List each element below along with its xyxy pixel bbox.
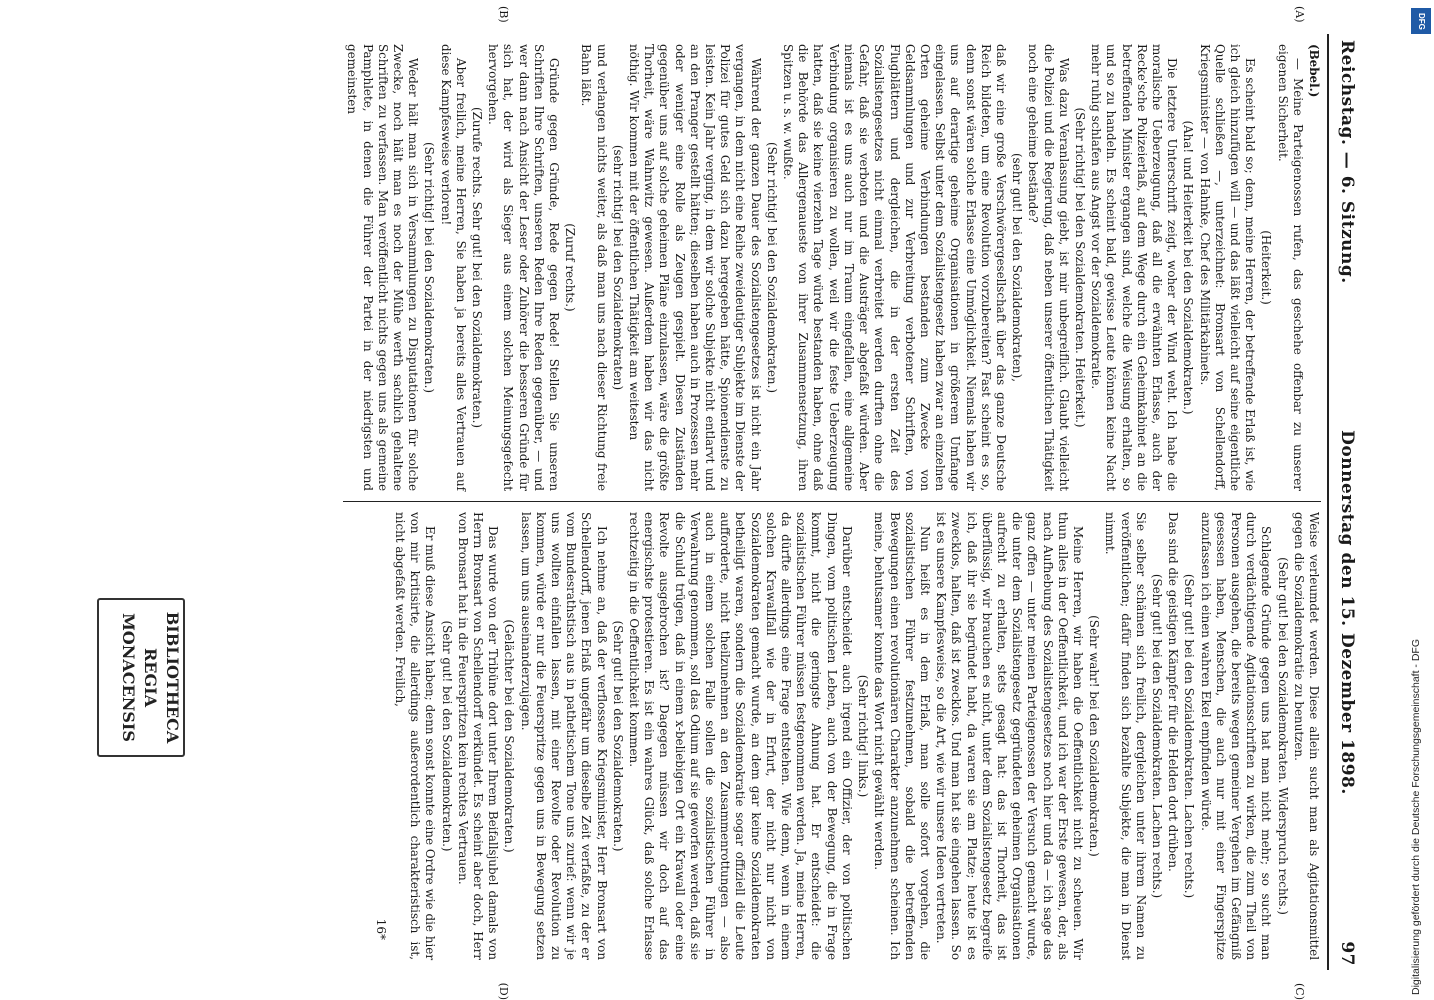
paragraph: Nun heißt es in dem Erlaß, man solle sofort vorgehen, die sozialistischen Führer festzunehmen, sobald die betreffenden Bewegungen einen revolutionären Charakter anzunehmen scheinen. Ich meine, behutsamer konnte das Wort nicht gewählt werden. <box>872 512 932 960</box>
paragraph: Weder hält man sich in Versammlungen zu Disputationen für solche Zwecke, noch hält man es noch der Mühe werth sachlich gehaltene Schriften zu verfassen. Man veröffentlicht nichts gegen uns als gemeine Pamphlete, in denen die Führer der Partei in der niedrigsten und gemeinsten <box>345 44 421 491</box>
interjection: (Sehr gut! bei den Sozialdemokraten. Widerspruch rechts.) <box>1275 557 1290 915</box>
margin-mark-a: (A) <box>1293 6 1306 23</box>
margin-mark-c: (C) <box>1293 983 1306 1000</box>
paragraph: Das sind die geistigen Kämpfer für die Helden dort drüben. <box>1166 512 1181 872</box>
interjection: (Sehr richtig! bei den Sozialdemokraten.) <box>422 141 437 394</box>
stamp-line: MONACENSIS <box>119 613 138 742</box>
paragraph: Die letztere Unterschrift zeigt, woher der Wind weht. Ich habe die moralische Ueberzeugung, daß all die erwähnten Erlasse, auch der Recke'sche Polizeierlaß, auf dem Wege durch ein Geheimkabinet an die betreffenden Minister ergangen sind, welche die Weisung erhalten, so und so zu handeln. Es scheint bald, gewisse Leute können keine Nacht mehr ruhig schlafen aus Angst vor der Sozialdemokratie. <box>1089 44 1180 491</box>
interjection: (Sehr wahr! bei den Sozialdemokraten.) <box>1087 615 1102 857</box>
interjection: (Sehr gut! bei den Sozialdemokraten. Lachen rechts.) <box>1182 573 1197 899</box>
header-rule <box>1327 34 1329 970</box>
interjection: (Sehr gut! bei den Sozialdemokraten.) <box>439 620 454 852</box>
paragraph: Schlagende Gründe gegen uns hat man nicht mehr; so sucht man durch verdächtigende Agitationsschriften zu wirken, die zum Theil von Personen ausgehen, die bereits wegen gemeiner Vergehen im Gefängniß gesessen haben, Menschen, die auch nur mit einer Fingerspitze anzufassen ich einen wahren Ekel empfinden würde. <box>1198 512 1274 960</box>
header-left: Reichstag. — 6. Sitzung. <box>1337 40 1357 284</box>
interjection: (Zuruf rechts.) <box>563 223 578 312</box>
paragraph: und verlangen nichts weiter, als daß man uns nach dieser Richtung freie Bahn läßt. <box>579 44 609 491</box>
stamp-line: BIBLIOTHECA <box>163 611 182 744</box>
margin-mark-d: (D) <box>497 982 510 1000</box>
paragraph: Weise verleumdet werden. Diese allein sucht man als Agitationsmittel gegen die Sozialdemokratie zu benutzen. <box>1291 512 1321 960</box>
text-columns <box>343 6 1321 1000</box>
speaker-label: (Bebel.) <box>1307 44 1321 98</box>
interjection: (Sehr gut! bei den Sozialdemokraten.) <box>610 620 625 852</box>
paragraph: Er muß diese Ansicht haben; denn sonst konnte eine Ordre wie die hier von mir kritisirte, die allerdings außerordentlich charakteristisch ist, nicht abgefaßt werden. Freilich, <box>393 512 438 960</box>
interjection: (Gelächter bei den Sozialdemokraten.) <box>502 619 517 853</box>
interjection: (Sehr richtig! links.) <box>856 674 871 798</box>
document-page <box>15 0 1395 1000</box>
interjection: (Sehr richtig! bei den Sozialdemokraten.) <box>764 141 779 394</box>
paragraph: Ich nehme an, daß der verflossene Kriegsminister, Herr Bronsart von Schellendorff, jenen Erlaß ungefähr um dieselbe Zeit verfaßte, zu der er vom Bundesrathstisch aus in pathetischem Tone uns zurief: wenn wir je uns wollten einfallen lassen, mit einer Revolte oder Revolution zu kommen, würde er nur die Feuerspritze gegen uns in Bewegung setzen lassen, um uns auseinanderzujagen. <box>518 512 609 960</box>
interjection: (sehr gut! bei den Sozialdemokraten), <box>1010 152 1025 383</box>
margin-mark-b: (B) <box>497 6 510 23</box>
interjection: (sehr richtig! bei den Sozialdemokraten) <box>610 144 625 391</box>
paragraph: Was dazu Veranlassung giebt, ist mir unbegreiflich. Glaubt vielleicht die Polizei und die Regierung, daß neben unserer öffentlichen Thätigkeit noch eine geheime bestände? <box>1026 44 1071 491</box>
digitization-credit: Digitalisierung gefördert durch die Deutsche Forschungsgemeinschaft - DFG <box>1410 638 1422 995</box>
interjection: (Heiterkeit.) <box>1259 230 1274 305</box>
paragraph: Meine Herren, wir haben die Oeffentlichkeit nicht zu scheuen. Wir thun alles in der Oeffentlichkeit, und ich war der Erste gewesen, der, als nach Aufhebung des Sozialistengesetzes noch hier und da — ich sage das ganz offen — unter meinen Parteigenossen der Versuch gemacht wurde, die unter dem Sozialistengesetz gegründeten geheimen Organisationen aufrecht zu erhalten, stets gesagt hat: das ist Thorheit, das ist überflüssig, wir brauchen es nicht, unter dem Sozialistengesetz begreife ich, daß ihr sie begründet habt, da waren sie am Platze; heute ist es zwecklos, halten, daß ist zwecklos. Und man hat sie eingehen lassen. So ist es unsere Kampfesweise, so die Art, wie wir unsere Ideen vertreten. <box>934 512 1085 960</box>
left-column <box>343 6 1321 502</box>
paragraph: daß wir eine große Verschwörergesellschaft über das ganze Deutsche Reich bildeten, um eine Revolution vorzubereiten? Fast scheint es so, denn sonst wären solche Erlasse eine Unmöglichkeit. Niemals haben wir uns auf derartige geheime Organisationen in größerem Umfange eingelassen. Selbst unter dem Sozialistengesetz haben zwar an einzelnen Orten geheime Verbindungen bestanden zum Zwecke von Geldsammlungen und zur Verbreitung verbotener Schriften, von Flugblättern und dergleichen, die in der ersten Zeit des Sozialistengesetzes nicht einmal verbreitet werden durften ohne die Gefahr, daß sie verboten und die Austräger abgefaßt würden. Aber niemals ist es uns auch nur im Traum eingefallen, eine allgemeine Verbindung organisieren zu wollen, weil wir die feste Ueberzeugung hatten, daß sie keine vierzehn Tage würde bestanden haben, ohne daß die Behörde das Allergenaueste von ihrer Zusammensetzung, ihren Spitzen u. s. w. wußte. <box>781 44 1008 491</box>
stamp-line: REGIA <box>141 647 160 708</box>
paragraph: Sie selber schämen sich freilich, dergleichen unter ihrem Namen zu veröffentlichen; dafür finden sich bezahlte Subjekte, die man in Dienst nimmt. <box>1103 512 1148 960</box>
dfg-logo-icon: DFG <box>1411 8 1431 34</box>
page-number: 97 <box>1337 941 1357 966</box>
paragraph: Darüber entscheidet auch irgend ein Offizier, der von politischen Dingen, vom politischen Leben, auch von der Bewegung, die in Frage kommt, nicht die geringste Ahnung hat. Er entscheidet: die sozialistischen Führer müssen festgenommen werden. Ja, meine Herren, da dürfte allerdings eine Frage entstehen. Wie denn, wenn in einem solchen Krawallfall wie der in Erfurt, der nicht nur nicht von Sozialdemokraten gemacht wurde, an dem gar keine Sozialdemokraten betheiligt waren, sondern die Sozialdemokratie sogar offiziell die Leute aufforderte, nicht theilzunehmen an den Zusammenrottungen — also auch in einem solchen Falle sollen die sozialistischen Führer in Verwahrung genommen, soll das Odium auf sie geworfen werden, daß sie die Schuld trügen, daß in einem x-beliebigen Ort ein Krawall oder eine Revolte ausgebrochen ist? Dagegen müssen wir doch auf das energischste protestieren. Es ist ein wahres Glück, daß solche Erlasse rechtzeitig in die Oeffentlichkeit kommen. <box>627 512 854 960</box>
interjection: (Zurufe rechts. Sehr gut! bei den Sozialdemokraten.) <box>470 106 485 429</box>
paragraph: Es scheint bald so; denn, meine Herren, der betreffende Erlaß ist, wie ich gleich hinzufügen will — und das läßt vielleicht auf seine eigentliche Quelle schließen —, unterzeichnet: Bronsart von Schellendorff, Kriegsminister — von Hahnke, Chef des Militärkabinets. <box>1197 44 1258 491</box>
paragraph: Aber freilich, meine Herren, Sie haben ja bereits alles Vertrauen auf diese Kampfesweise verloren! <box>438 44 468 491</box>
paragraph: Gründe gegen Gründe, Rede gegen Rede! Stellen Sie unseren Schriften Ihre Schriften, unseren Reden Ihre Reden gegenüber, — und wer dann nach Ansicht der Leser oder Zuhörer die besseren Gründe für sich hat, der wird als Sieger aus einem solchen Meinungsgefecht hervorgehen. <box>486 44 562 491</box>
paragraph: — Meine Parteigenossen rufen, das geschehe offenbar zu unserer eigenen Sicherheit. <box>1275 44 1305 491</box>
page-header <box>1331 34 1357 970</box>
right-column <box>343 502 1321 1000</box>
header-date: Donnerstag den 15. Dezember 1898. <box>1337 430 1357 795</box>
paragraph: Das wurde von der Tribüne dort unter Ihrem Beifallsjubel damals von Herrn Bronsart von Schellendorff verkündet. Es scheint aber doch, Herr von Bronsart hat in die Feuerspritzen kein rechtes Vertrauen. <box>455 512 501 960</box>
interjection: (Sehr richtig! bei den Sozialdemokraten. Heiterkeit.) <box>1072 107 1087 428</box>
paragraph: Während der ganzen Dauer des Sozialistengesetzes ist nicht ein Jahr vergangen, in dem nicht eine Reihe zweideutiger Subjekte im Dienste der Polizei für gutes Geld sich dazu hergegeben hätte, Spionendienste zu leisten. Kein Jahr verging, in dem wir solche Subjekte nicht entlarvt und an den Pranger gestellt hätten; dieselben haben auch in Prozessen mehr oder weniger eine Rolle als Zeugen gespielt. Diesen Zuständen gegenüber uns auf solche geheimen Pläne einzulassen, wäre die größte Thorheit, wäre Wahnwitz gewesen. Außerdem haben wir das nicht nöthig. Wir kommen mit der öffentlichen Thätigkeit am weitesten <box>627 44 763 491</box>
signature-mark: 16* <box>373 918 388 940</box>
interjection: (Sehr gut! bei den Sozialdemokraten. Lachen rechts.) <box>1149 573 1164 899</box>
interjection: (Aha! und Heiterkeit bei den Sozialdemokraten.) <box>1181 120 1196 415</box>
library-stamp <box>97 598 185 757</box>
